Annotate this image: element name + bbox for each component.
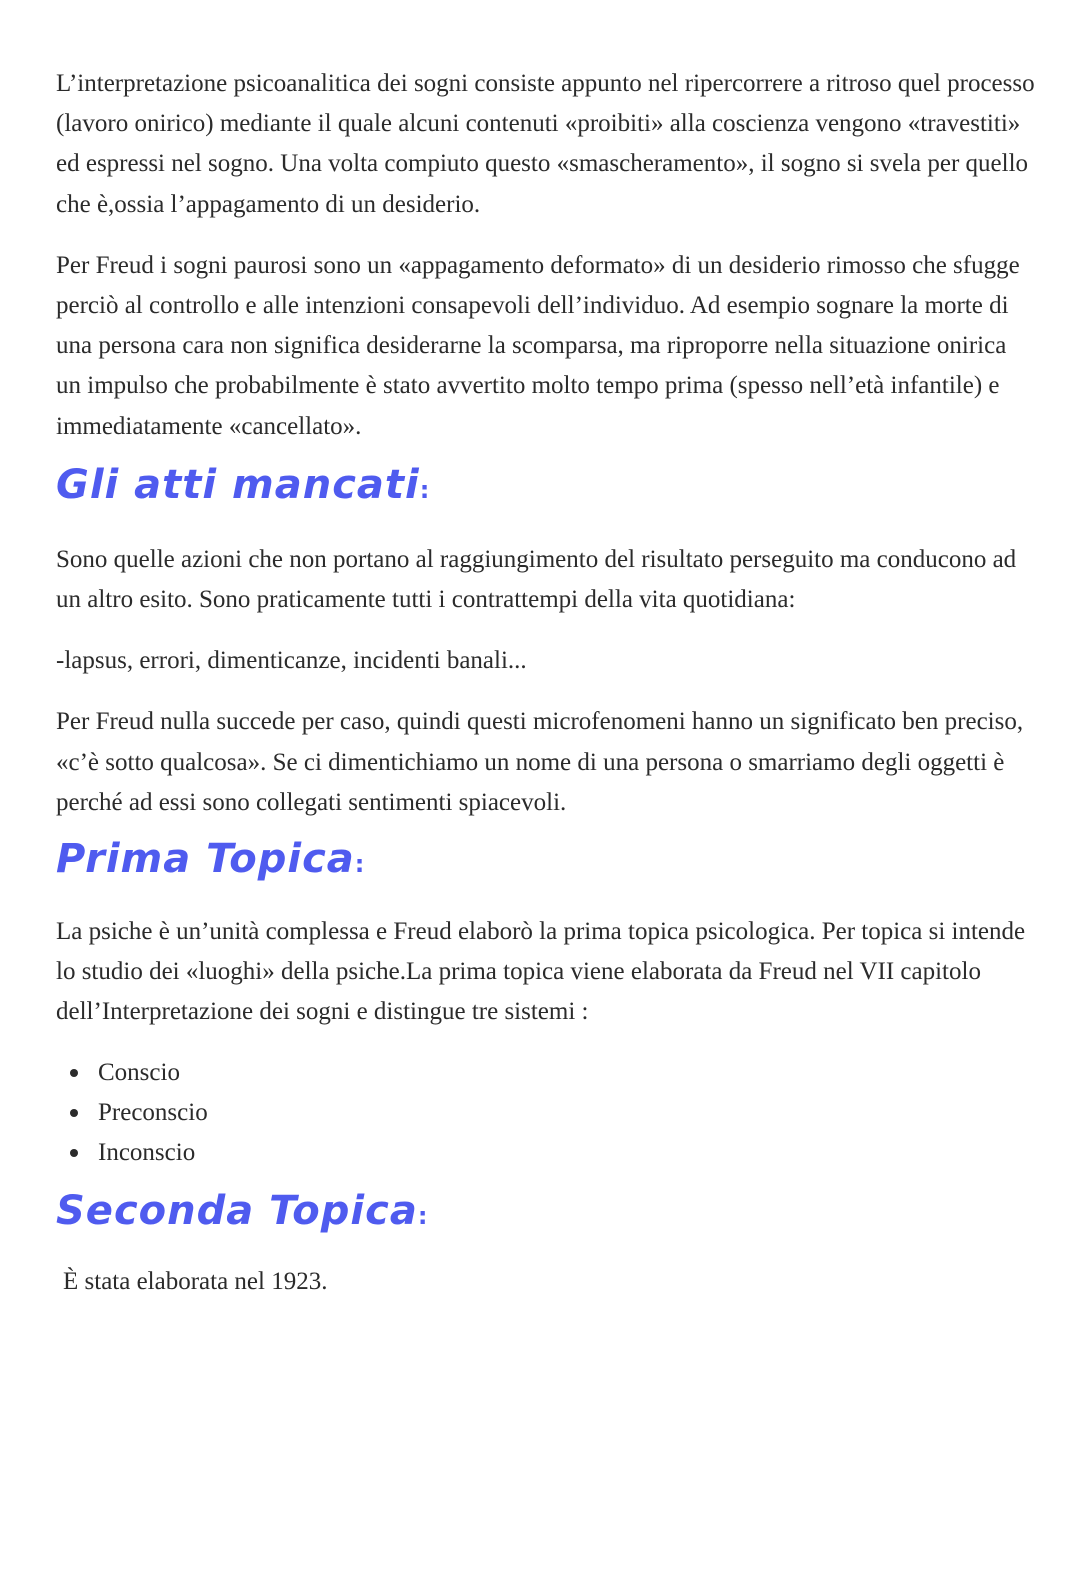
paragraph-seconda-topica: È stata elaborata nel 1923. <box>63 1268 328 1296</box>
heading-seconda-topica-text: Seconda Topica <box>56 1188 418 1235</box>
list-item <box>70 1053 1036 1093</box>
heading-prima-topica <box>56 829 1036 894</box>
heading-atti-mancati <box>56 455 1036 520</box>
heading-prima-topica-text: Prima Topica <box>56 836 355 883</box>
list-item-label: Conscio <box>98 1058 180 1086</box>
list-item-label: Inconscio <box>98 1139 196 1167</box>
bullet-icon <box>70 1069 78 1077</box>
heading-colon: : <box>417 1202 428 1231</box>
list-item <box>70 1133 1036 1173</box>
list-item-label: Preconscio <box>98 1098 208 1126</box>
paragraph-sogni-paurosi: Per Freud i sogni paurosi sono un «appagamento deformato» di un desiderio rimosso che sfugge perciò al controllo e alle intenzioni consapevoli dell’individuo. Ad esempio sognare la morte di una persona cara non significa desiderarne la scomparsa, ma riproporre nella situazione onirica un impulso che probabilmente è stato avvertito molto tempo prima (spesso nell’età infantile) e immediatamente «cancellato». <box>56 251 1020 440</box>
bullet-icon <box>70 1149 78 1157</box>
list-item <box>70 1093 1036 1133</box>
heading-seconda-topica <box>56 1181 1036 1246</box>
bullet-icon <box>70 1109 78 1117</box>
heading-atti-mancati-text: Gli atti mancati <box>56 461 420 508</box>
paragraph-prima-topica: La psiche è un’unità complessa e Freud elaborò la prima topica psicologica. Per topica si intende lo studio dei «luoghi» della psiche.La prima topica viene elaborata da Freud nel VII capitolo dell’Interpretazione dei sogni e distingue tre sistemi : <box>56 918 1026 1026</box>
paragraph-atti-mancati-esempi: -lapsus, errori, dimenticanze, incidenti banali... <box>56 647 527 675</box>
document-page <box>56 64 1036 1302</box>
heading-colon: : <box>354 850 365 879</box>
paragraph-atti-mancati-definizione: Sono quelle azioni che non portano al raggiungimento del risultato perseguito ma conducono ad un altro esito. Sono praticamente tutti i contrattempi della vita quotidiana: <box>56 545 1017 614</box>
heading-colon: : <box>419 475 430 504</box>
paragraph-interpretazione-sogni: L’interpretazione psicoanalitica dei sogni consiste appunto nel ripercorrere a ritroso quel processo (lavoro onirico) mediante il quale alcuni contenuti «proibiti» alla coscienza vengono «travestiti» ed espressi nel sogno. Una volta compiuto questo «smascheramento», il sogno si svela per quello che è,ossia l’appagamento di un desiderio. <box>56 70 1035 218</box>
paragraph-nulla-per-caso: Per Freud nulla succede per caso, quindi questi microfenomeni hanno un significato ben preciso, «c’è sotto qualcosa». Se ci dimentichiamo un nome di una persona o smarriamo degli oggetti è perché ad essi sono collegati sentimenti spiacevoli. <box>56 708 1024 816</box>
systems-list <box>56 1053 1036 1174</box>
